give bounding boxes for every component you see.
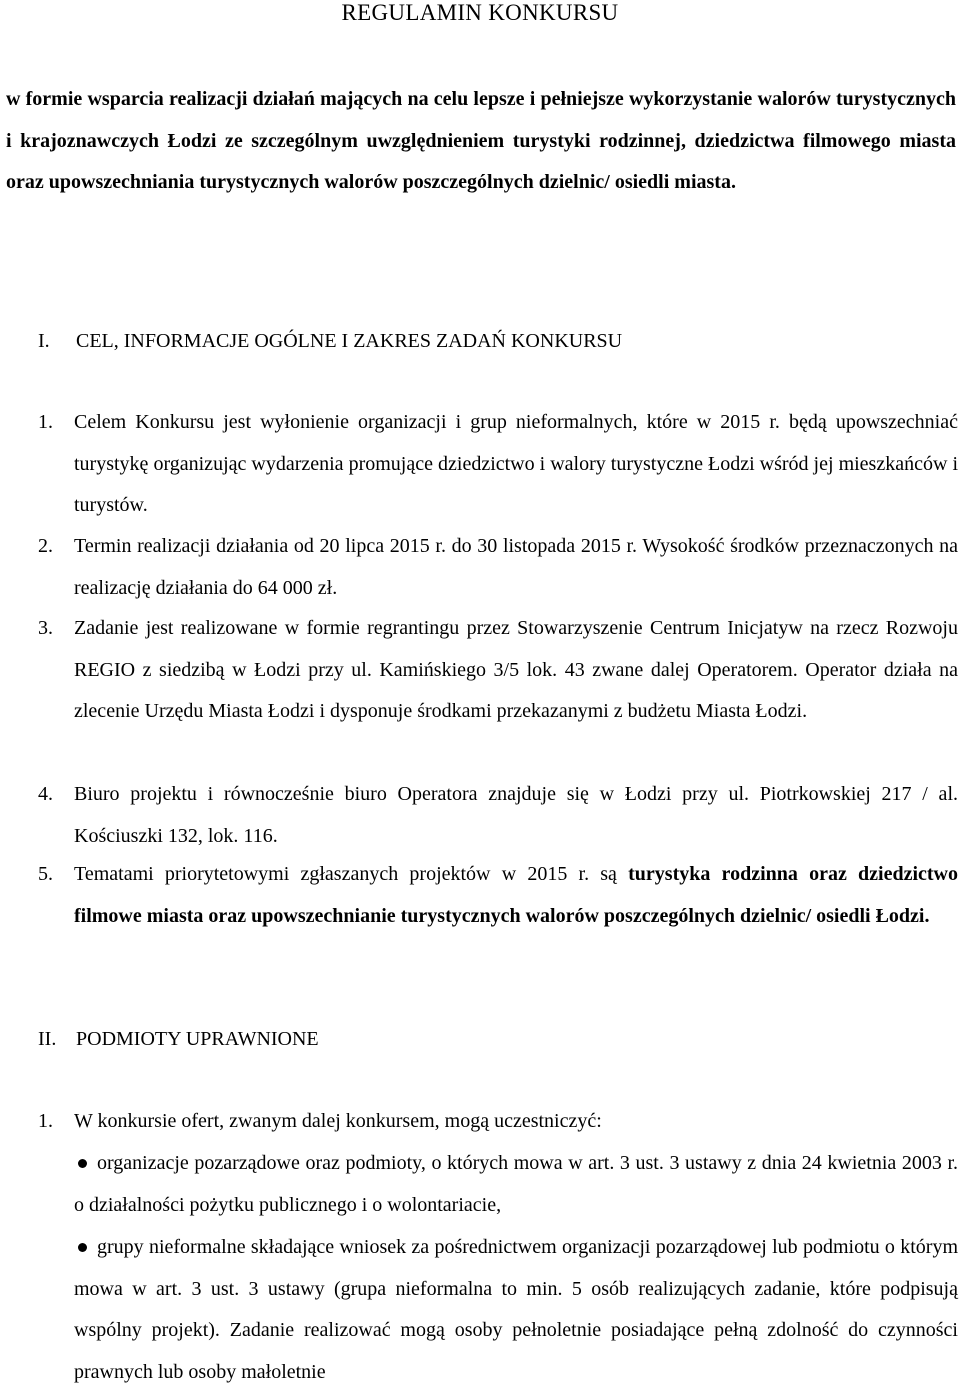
bullet-icon	[78, 1159, 87, 1168]
bullet-text: grupy nieformalne składające wniosek za pośrednictwem organizacji pozarządowej lub podmiotu o którym mowa w art. 3 ust. 3 ustawy (grupa nieformalna to min. 5 osób realizujących zadanie, które podpisują wspólny projekt). Zadanie realizować mogą osoby pełnoletnie posiadające pełną zdolność do czynności prawnych lub osoby małoletnie	[74, 1236, 958, 1383]
list-item	[38, 774, 958, 857]
item-number: 1.	[38, 411, 53, 433]
bullet-icon	[78, 1243, 87, 1252]
item-text: Termin realizacji działania od 20 lipca 2015 r. do 30 listopada 2015 r. Wysokość środków przeznaczonych na realizację działania do 64 000 zł.	[74, 535, 958, 599]
list-item	[38, 854, 958, 937]
item-text-plain: Tematami priorytetowymi zgłaszanych projektów w 2015 r. są	[74, 863, 629, 885]
section-number: I.	[38, 330, 50, 352]
section-title: PODMIOTY UPRAWNIONE	[76, 1028, 319, 1050]
section-title: CEL, INFORMACJE OGÓLNE I ZAKRES ZADAŃ KONKURSU	[76, 330, 623, 352]
bullet-text: organizacje pozarządowe oraz podmioty, o których mowa w art. 3 ust. 3 ustawy z dnia 24 kwietnia 2003 r. o działalności pożytku publicznego i o wolontariacie,	[74, 1152, 958, 1216]
item-text	[74, 854, 958, 937]
list-item	[38, 1101, 958, 1143]
item-number: 2.	[38, 535, 53, 557]
item-text: Biuro projektu i równocześnie biuro Operatora znajduje się w Łodzi przy ul. Piotrkowskiej 217 / al. Kościuszki 132, lok. 116.	[74, 783, 958, 847]
item-text: W konkursie ofert, zwanym dalej konkursem, mogą uczestniczyć:	[74, 1110, 602, 1132]
document-title: REGULAMIN KONKURSU	[341, 0, 619, 25]
document-subtitle: w formie wsparcia realizacji działań mających na celu lepsze i pełniejsze wykorzystanie walorów turystycznych i krajoznawczych Łodzi ze szczególnym uwzględnieniem turystyki rodzinnej, dziedzictwa filmowego miasta oraz upowszechniania turystycznych walorów poszczególnych dzielnic/ osiedli miasta.	[6, 88, 956, 193]
item-number: 4.	[38, 783, 53, 805]
item-number: 5.	[38, 863, 53, 885]
section-number: II.	[38, 1028, 57, 1050]
item-text-bold: turystyka rodzinna oraz dziedzictwo filmowe miasta oraz upowszechnianie turystycznych walorów poszczególnych dzielnic/ osiedli Łodzi.	[74, 863, 958, 927]
list-item	[38, 402, 958, 527]
item-text: Celem Konkursu jest wyłonienie organizacji i grup nieformalnych, które w 2015 r. będą upowszechniać turystykę organizując wydarzenia promujące dziedzictwo i walory turystyczne Łodzi wśród jej mieszkańców i turystów.	[74, 411, 958, 516]
item-number: 3.	[38, 617, 53, 639]
item-text: Zadanie jest realizowane w formie regrantingu przez Stowarzyszenie Centrum Inicjatyw na rzecz Rozwoju REGIO z siedzibą w Łodzi przy ul. Kamińskiego 3/5 lok. 43 zwane dalej Operatorem. Operator działa na zlecenie Urzędu Miasta Łodzi i dysponuje środkami przekazanymi z budżetu Miasta Łodzi.	[74, 617, 958, 722]
item-number: 1.	[38, 1110, 53, 1132]
list-item	[38, 526, 958, 609]
bullet-item	[74, 1227, 958, 1393]
list-item	[38, 608, 958, 733]
bullet-item	[74, 1143, 958, 1226]
